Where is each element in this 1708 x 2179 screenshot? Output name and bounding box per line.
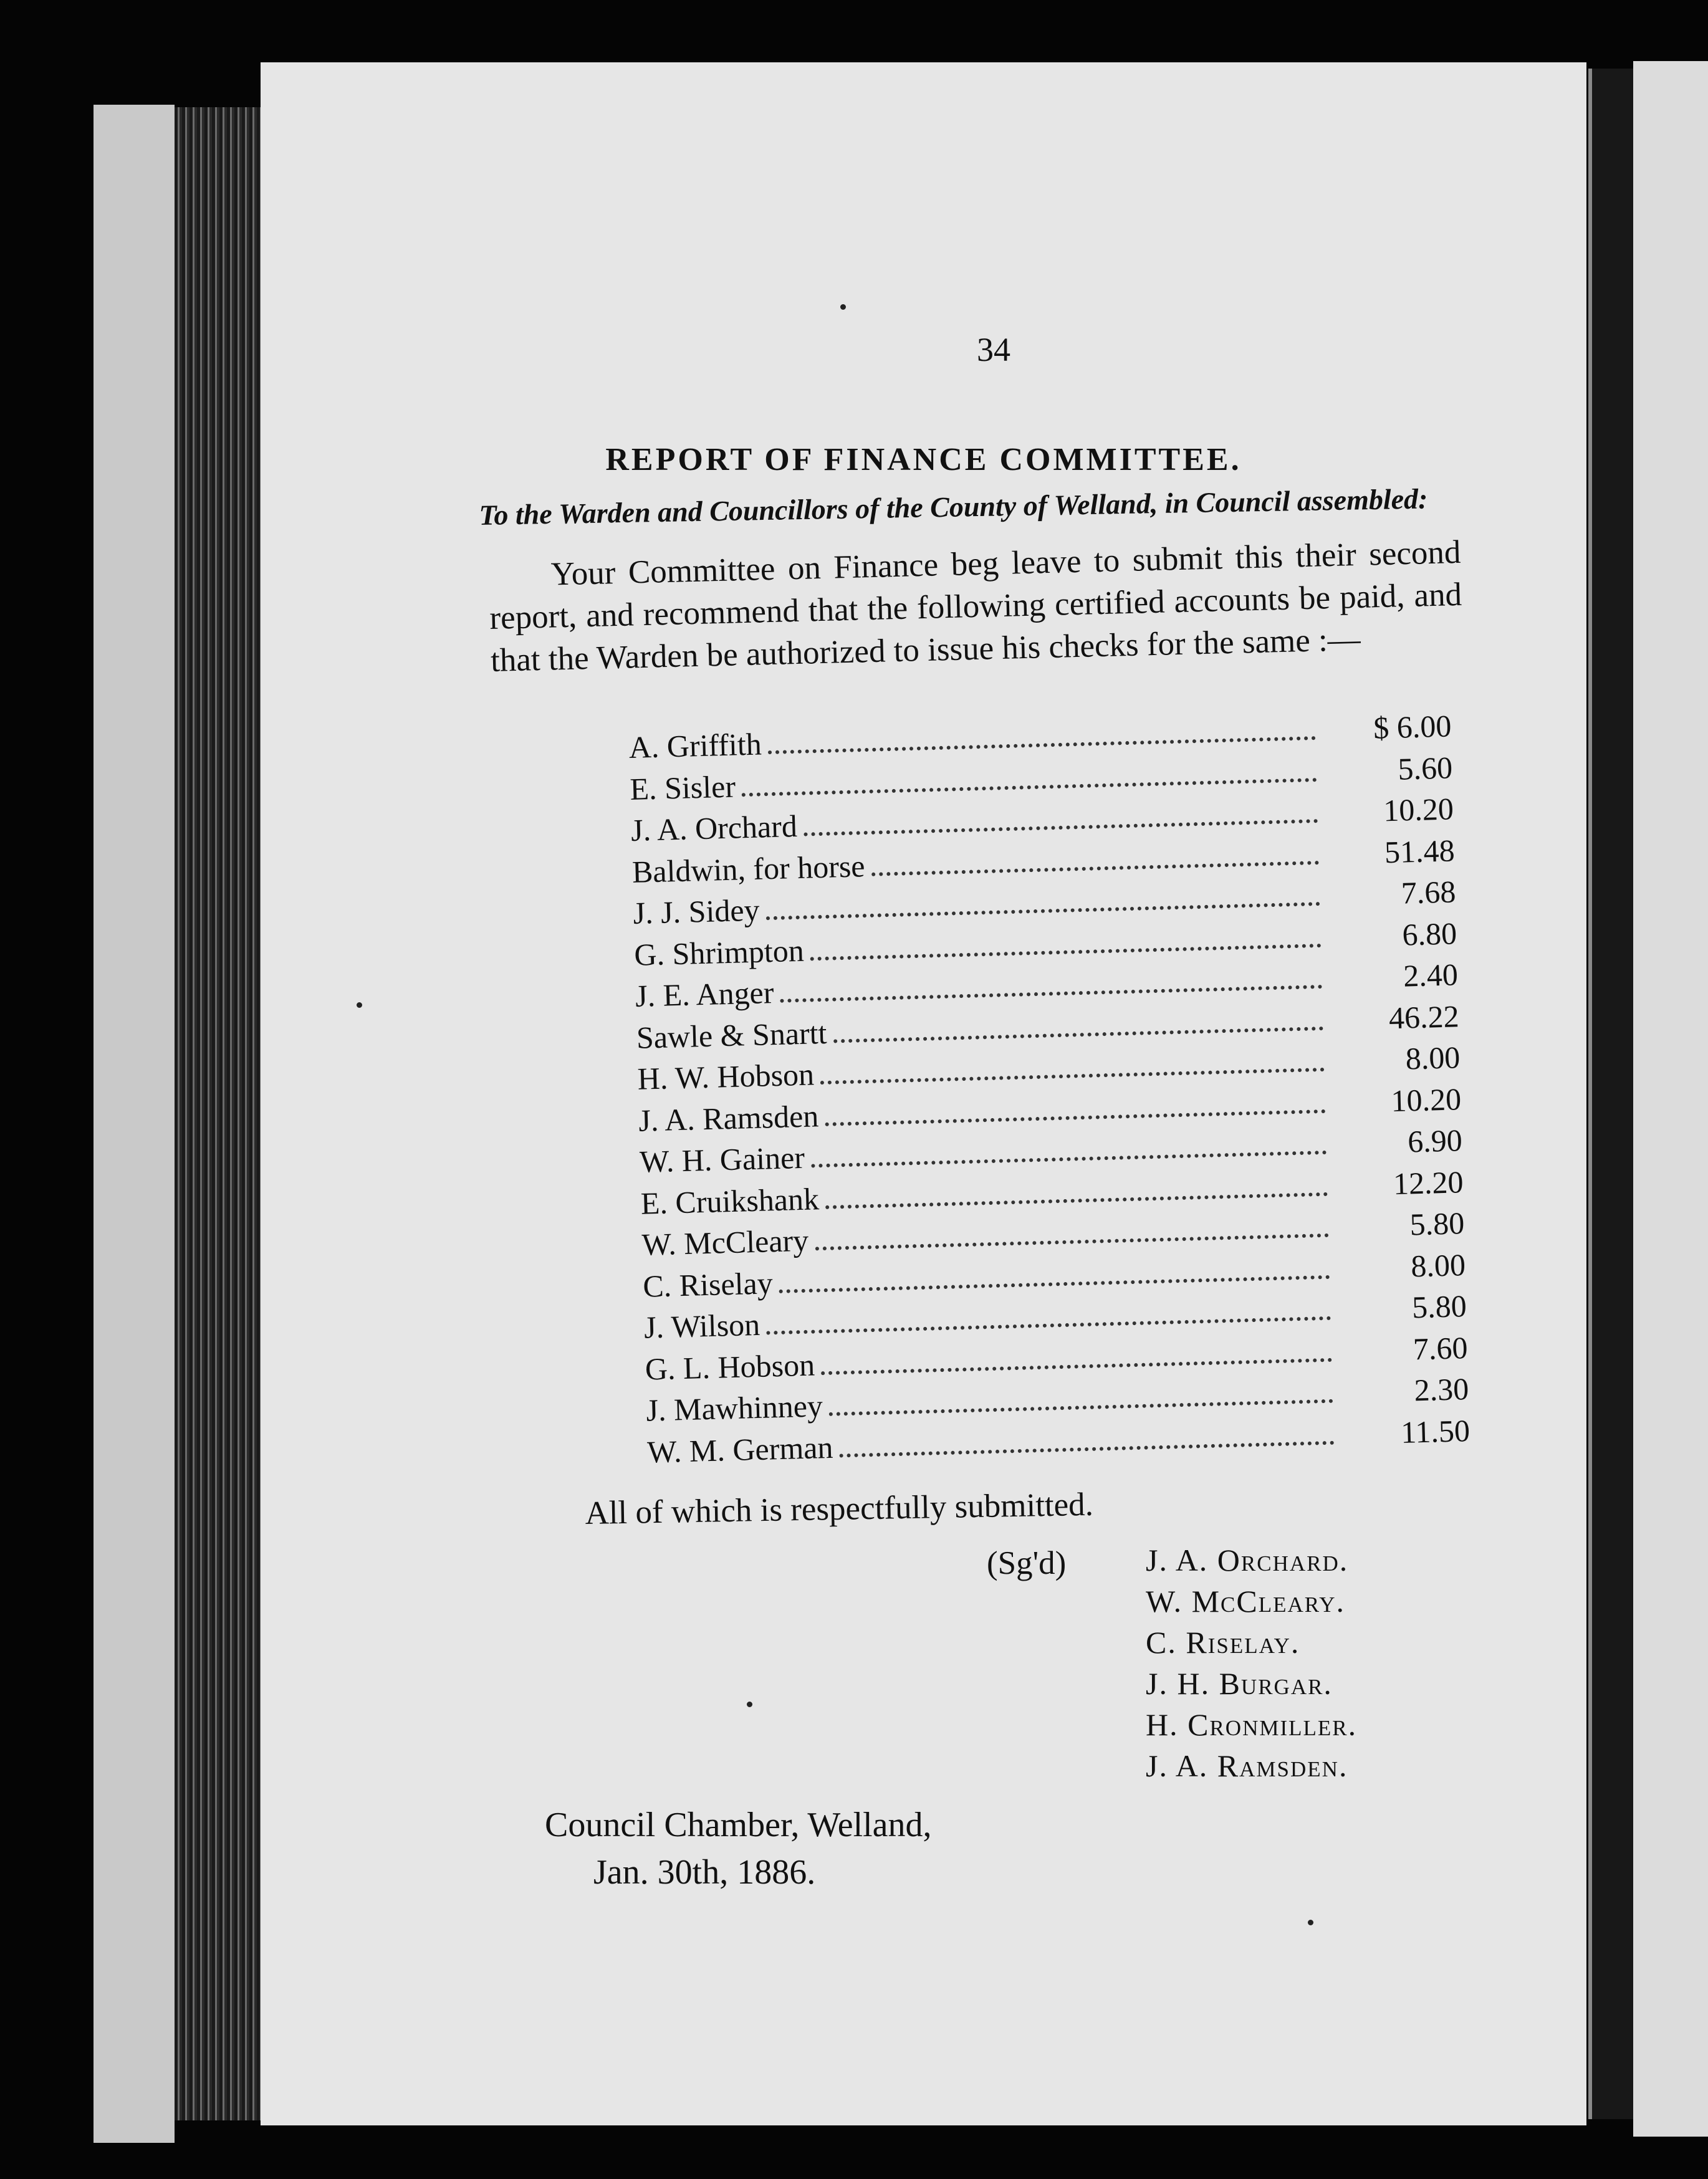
left-page-edge [94, 105, 175, 2143]
signatory: J. A. Orchard. [1146, 1543, 1349, 1578]
account-name: G. L. Hobson [645, 1347, 815, 1387]
signatory: J. A. Ramsden. [1146, 1748, 1348, 1783]
account-name: J. A. Orchard [630, 808, 798, 848]
address-line: To the Warden and Councillors of the County of Welland, in Council assembled: [479, 482, 1428, 531]
account-amount: 11.50 [1400, 1412, 1471, 1450]
leader-dots [804, 819, 1318, 836]
account-name: J. J. Sidey [632, 892, 760, 931]
account-amount: 7.68 [1401, 874, 1457, 911]
account-amount: 6.90 [1407, 1123, 1463, 1159]
account-name: J. Mawhinney [645, 1388, 823, 1428]
leader-dots [833, 1026, 1323, 1043]
signatory-list [1146, 1542, 1357, 1789]
account-name: W. McCleary [641, 1222, 809, 1262]
account-name: E. Cruikshank [640, 1180, 820, 1221]
leader-dots [840, 1440, 1335, 1457]
account-name: W. H. Gainer [639, 1139, 805, 1179]
report-paragraph-text: Your Committee on Finance beg leave to submit this their second report, and recommend that the following certified accounts be paid, and that the Warden be authorized to issue his checks for the same :— [489, 534, 1462, 679]
ink-speck [357, 1002, 362, 1008]
account-name: W. M. German [646, 1429, 834, 1470]
account-amount: 12.20 [1393, 1164, 1464, 1201]
page-number: 34 [977, 331, 1010, 368]
account-name: J. A. Ramsden [638, 1098, 819, 1138]
closing-statement: All of which is respectfully submitted. [585, 1486, 1094, 1531]
leader-dots [821, 1358, 1332, 1374]
account-amount: 2.40 [1403, 957, 1459, 994]
account-name: Baldwin, for horse [631, 848, 866, 889]
account-amount: 5.80 [1411, 1288, 1467, 1325]
leader-dots [825, 1192, 1328, 1209]
ink-speck [1308, 1920, 1313, 1925]
account-name: J. Wilson [643, 1306, 760, 1345]
leader-dots [810, 944, 1322, 960]
account-amount: 10.20 [1390, 1081, 1462, 1118]
account-amount: 6.80 [1401, 915, 1457, 952]
leader-dots [780, 985, 1323, 1003]
account-name: A. Griffith [628, 726, 762, 765]
report-title: REPORT OF FINANCE COMMITTEE. [605, 442, 1242, 477]
account-name: C. Riselay [642, 1265, 774, 1304]
account-name: E. Sisler [629, 769, 736, 807]
book-spine-shadow [1588, 69, 1637, 2119]
date-line: Jan. 30th, 1886. [593, 1853, 816, 1892]
leader-dots [766, 902, 1320, 920]
account-name: Sawle & Snartt [636, 1015, 828, 1055]
leader-dots [766, 1316, 1331, 1335]
page-stack-edge [175, 107, 262, 2120]
place-line: Council Chamber, Welland, [545, 1806, 932, 1844]
leader-dots [815, 1233, 1328, 1251]
leader-dots [871, 861, 1319, 876]
adjacent-page-edge [1633, 61, 1708, 2137]
account-name: G. Shrimpton [633, 932, 805, 972]
account-amount: $ 6.00 [1373, 708, 1452, 745]
signatory: C. Riselay. [1146, 1625, 1300, 1660]
leader-dots [811, 1151, 1327, 1168]
account-name: H. W. Hobson [636, 1056, 815, 1096]
leader-dots [829, 1399, 1333, 1416]
leader-dots [825, 1109, 1326, 1126]
accounts-list [628, 707, 1471, 1475]
account-name: J. E. Anger [635, 975, 775, 1013]
account-amount: 7.60 [1413, 1329, 1469, 1366]
signatory: H. Cronmiller. [1146, 1707, 1358, 1742]
account-amount: 8.00 [1410, 1247, 1466, 1283]
leader-dots [820, 1068, 1325, 1085]
account-amount: 8.00 [1405, 1040, 1461, 1076]
account-amount: 10.20 [1383, 791, 1454, 828]
signatory: J. H. Burgar. [1146, 1666, 1333, 1701]
signed-label: (Sg'd) [987, 1545, 1067, 1581]
document-page [261, 62, 1586, 2125]
ink-speck [747, 1702, 752, 1707]
account-amount: 5.60 [1397, 749, 1453, 787]
leader-dots [779, 1275, 1330, 1293]
account-amount: 51.48 [1384, 832, 1456, 869]
account-amount: 46.22 [1388, 998, 1460, 1035]
report-paragraph [488, 531, 1464, 682]
leader-dots [768, 736, 1316, 754]
ink-speck [840, 304, 846, 310]
leader-dots [742, 778, 1317, 797]
account-amount: 2.30 [1413, 1371, 1469, 1408]
account-amount: 5.80 [1409, 1205, 1465, 1242]
signatory: W. McCleary. [1146, 1584, 1345, 1619]
